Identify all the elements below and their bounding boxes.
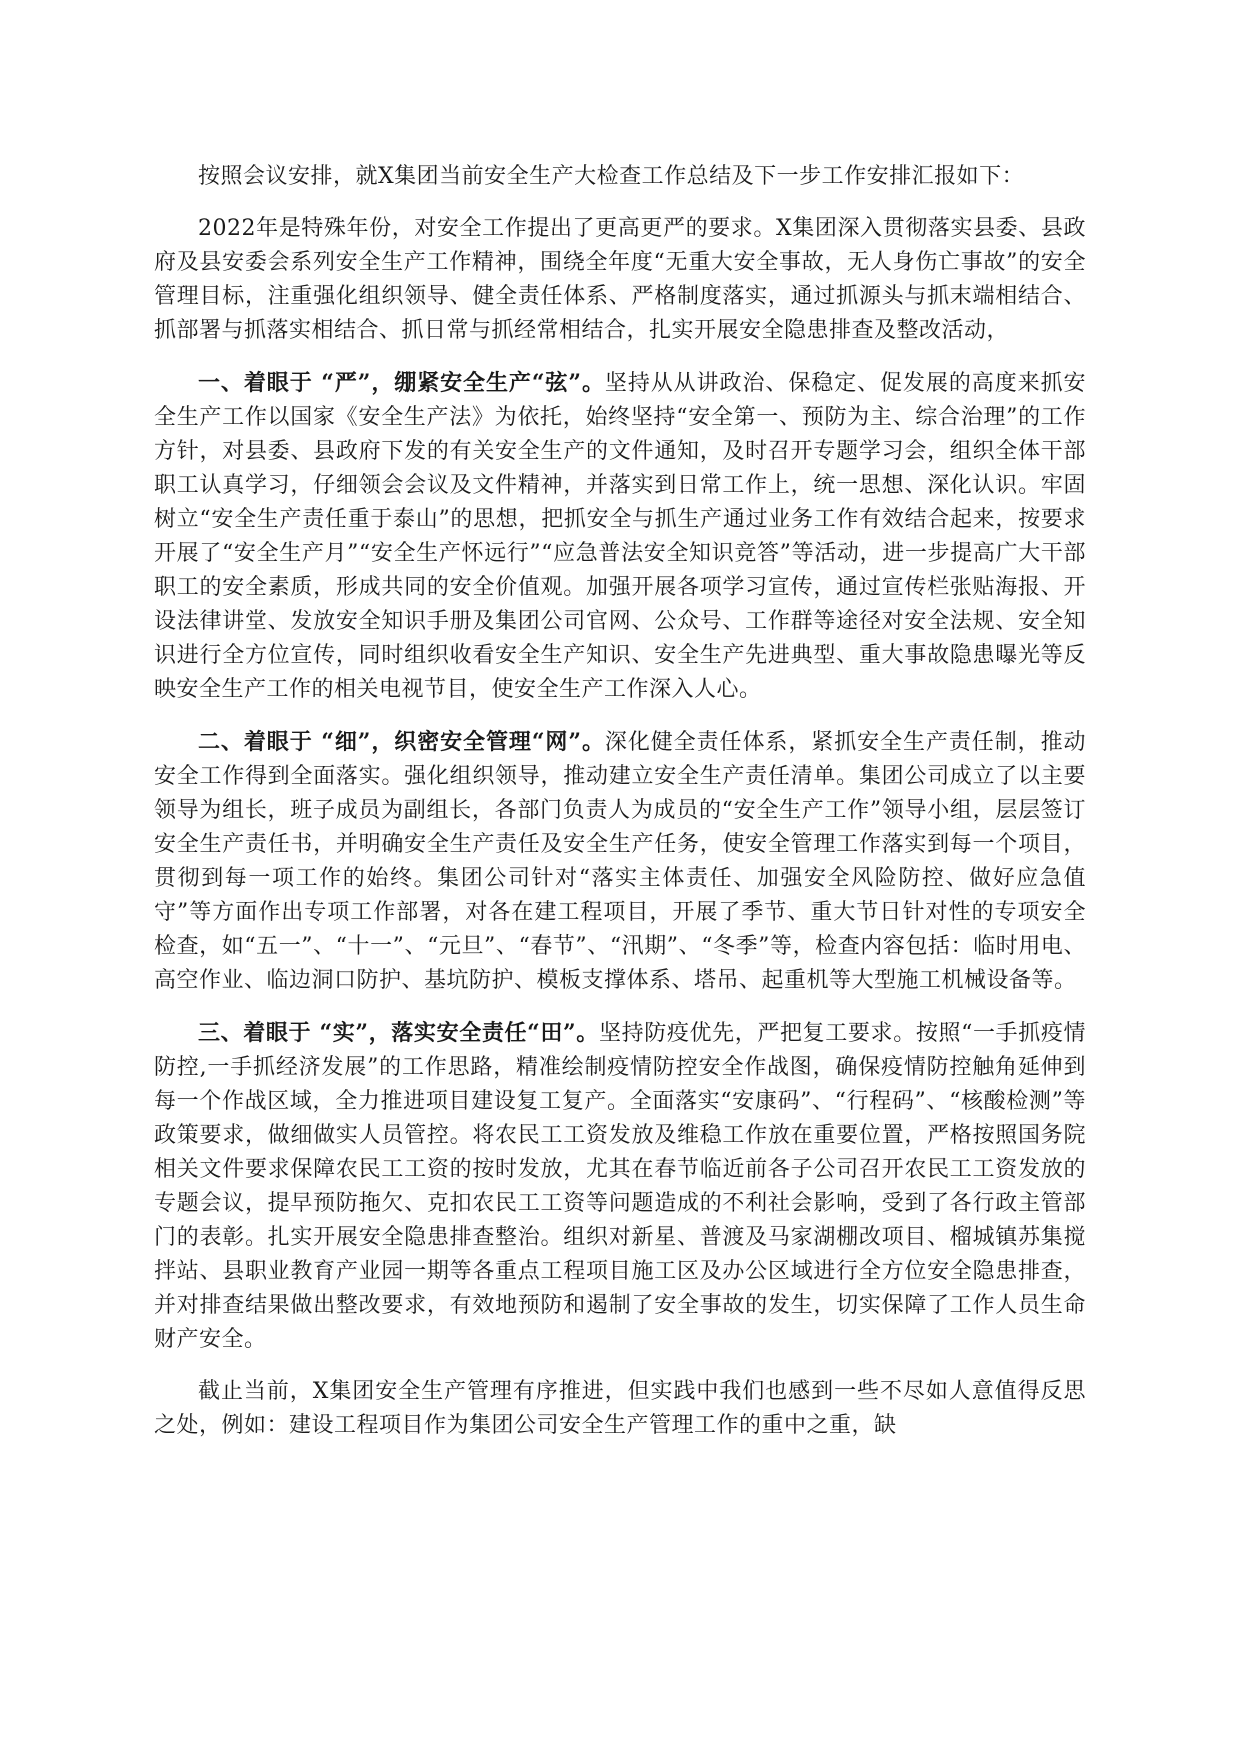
section-2-paragraph: [154, 725, 1086, 998]
section-2-heading: 二、着眼于 “细”，织密安全管理“网”。: [198, 729, 605, 755]
section-1-body: 坚持从从讲政治、保稳定、促发展的高度来抓安全生产工作以国家《安全生产法》为依托，始终坚持“安全第一、预防为主、综合治理”的工作方针，对县委、县政府下发的有关安全生产的文件通知，及时召开专题学习会，组织全体干部职工认真学习，仔细领会会议及文件精神，并落实到日常工作上，统一思想、深化认识。牢固树立“安全生产责任重于泰山”的思想，把抓安全与抓生产通过业务工作有效结合起来，按要求开展了“安全生产月”“安全生产怀远行”“应急普法安全知识竞答”等活动，进一步提高广大干部职工的安全素质，形成共同的安全价值观。加强开展各项学习宣传，通过宣传栏张贴海报、开设法律讲堂、发放安全知识手册及集团公司官网、公众号、工作群等途径对安全法规、安全知识进行全方位宣传，同时组织收看安全生产知识、安全生产先进典型、重大事故隐患曝光等反映安全生产工作的相关电视节目，使安全生产工作深入人心。: [154, 371, 1086, 702]
section-3-body: 坚持防疫优先，严把复工要求。按照“一手抓疫情防控,一手抓经济发展”的工作思路，精准绘制疫情防控安全作战图，确保疫情防控触角延伸到每一个作战区域，全力推进项目建设复工复产。全面落实“安康码”、“行程码”、“核酸检测”等政策要求，做细做实人员管控。将农民工工资发放及维稳工作放在重要位置，严格按照国务院相关文件要求保障农民工工资的按时发放，尤其在春节临近前各子公司召开农民工工资发放的专题会议，提早预防拖欠、克扣农民工工资等问题造成的不利社会影响，受到了各行政主管部门的表彰。扎实开展安全隐患排查整治。组织对新星、普渡及马家湖棚改项目、榴城镇苏集搅拌站、县职业教育产业园一期等各重点工程项目施工区及办公区域进行全方位安全隐患排查，并对排查结果做出整改要求，有效地预防和遏制了安全事故的发生，切实保障了工作人员生命财产安全。: [154, 1021, 1087, 1352]
section-3-paragraph: [154, 1016, 1086, 1357]
document-body: [154, 160, 1086, 1461]
section-2-body: 深化健全责任体系，紧抓安全生产责任制，推动安全工作得到全面落实。强化组织领导，推动建立安全生产责任清单。集团公司成立了以主要领导为组长，班子成员为副组长，各部门负责人为成员的“安全生产工作”领导小组，层层签订安全生产责任书，并明确安全生产责任及安全生产任务，使安全管理工作落实到每一个项目，贯彻到每一项工作的始终。集团公司针对“落实主体责任、加强安全风险防控、做好应急值守”等方面作出专项工作部署，对各在建工程项目，开展了季节、重大节日针对性的专项安全检查，如“五一”、“十一”、“元旦”、“春节”、“汛期”、“冬季”等，检查内容包括：临时用电、高空作业、临边洞口防护、基坑防护、模板支撑体系、塔吊、起重机等大型施工机械设备等。: [154, 730, 1087, 993]
closing-paragraph: 截止当前，X集团安全生产管理有序推进，但实践中我们也感到一些不尽如人意值得反思之处，例如：建设工程项目作为集团公司安全生产管理工作的重中之重，缺: [154, 1379, 1086, 1438]
section-1-heading: 一、着眼于 “严”，绷紧安全生产“弦”。: [198, 370, 605, 396]
overview-paragraph: 2022年是特殊年份，对安全工作提出了更高更严的要求。X集团深入贯彻落实县委、县政府及县安委会系列安全生产工作精神，围绕全年度“无重大安全事故，无人身伤亡事故”的安全管理目标，注重强化组织领导、健全责任体系、严格制度落实，通过抓源头与抓末端相结合、抓部署与抓落实相结合、抓日常与抓经常相结合，扎实开展安全隐患排查及整改活动，: [154, 216, 1086, 343]
section-1-paragraph: [154, 366, 1086, 707]
intro-paragraph: 按照会议安排，就X集团当前安全生产大检查工作总结及下一步工作安排汇报如下：: [198, 164, 1025, 189]
section-3-heading: 三、着眼于 “实”，落实安全责任“田”。: [198, 1020, 599, 1046]
